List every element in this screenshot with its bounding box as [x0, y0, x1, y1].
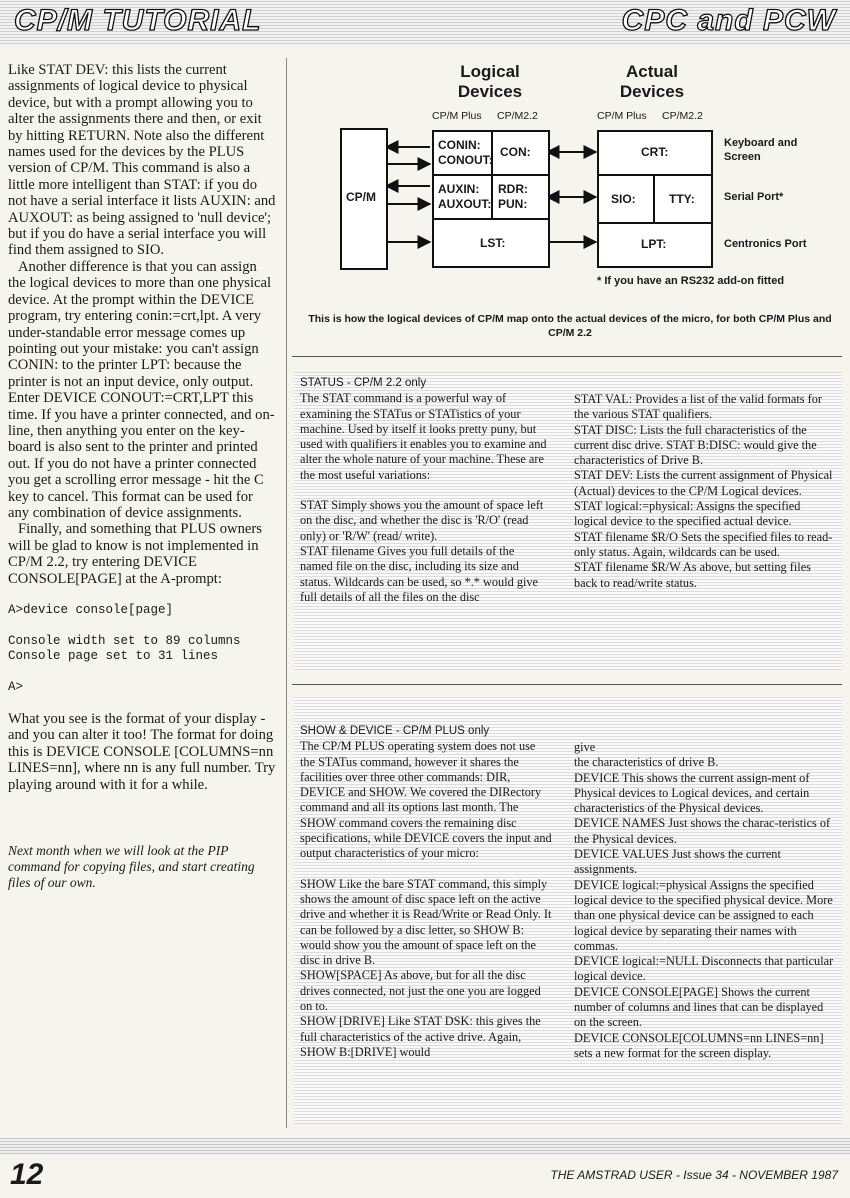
show-device-panel [294, 696, 842, 1124]
status-text: STAT DEV: Lists the current assignment of Physical (Actual) devices to the CP/M Logical devices. [574, 468, 833, 498]
diagram-footnote: * If you have an RS232 add-on fitted [597, 275, 785, 287]
show-text: SHOW Like the bare STAT command, this simply shows the amount of disc space left on the active drive and whether it is Read/Write or Read Only. It can be followed by a disc letter, so SHOW B: would show you the amount of space left on the disc in drive B. [300, 876, 552, 968]
section-title: CP/M TUTORIAL [14, 4, 262, 37]
crt-label: CRT: [641, 145, 669, 159]
show-text: The CP/M PLUS operating system does not use the STATus command, however it shares the facilities over three other commands: DIR, DEVICE and SHOW. We covered the DIRectory command and all its options last month. The SHOW command covers the remaining disc specifications, while DEVICE covers the input and output characteristics of your micro: [300, 739, 552, 861]
sub-22-actual: CP/M2.2 [662, 110, 703, 122]
heading-actual: Actual Devices [619, 62, 685, 101]
tty-label: TTY: [669, 192, 695, 206]
sub-plus-actual: CP/M Plus [597, 110, 647, 122]
status-text: The STAT command is a powerful way of examining the STATus or STATistics of your machine. Used by itself it looks pretty puny, but used with qualifiers it enables you to examine and alter the whole nature of your machine. These are the most useful variations: [300, 391, 547, 482]
crt-box [597, 130, 713, 176]
label-centronics-port: Centronics Port [724, 238, 807, 250]
status-panel [294, 372, 842, 670]
console-box [432, 130, 550, 176]
page-header-band [0, 0, 850, 44]
status-right-column [574, 392, 834, 591]
show-text: SHOW[SPACE] As above, but for all the disc drives connected, not just the one you are logged on to. [300, 968, 541, 1014]
lpt-label: LPT: [641, 237, 667, 251]
cpm-label: CP/M [346, 190, 376, 204]
rdr-label: RDR: [498, 182, 528, 196]
auxout-label: AUXOUT: [438, 197, 492, 211]
closing-note: Next month when we will look at the PIP command for copying files, and start creating files of our own. [8, 843, 255, 891]
body-paragraph: Finally, and something that PLUS owners will be glad to know is not implemented in CP/M 2.2, try entering DEVICE CONSOLE[PAGE] at the A-prompt: [8, 521, 262, 587]
show-text: give [574, 740, 596, 754]
diagram-caption: This is how the logical devices of CP/M map onto the actual devices of the micro, for both CP/M Plus and CP/M 2.2 [308, 313, 832, 339]
sio-label: SIO: [611, 192, 636, 206]
show-text: SHOW [DRIVE] Like STAT DSK: this gives the full characteristics of the active drive. Again, SHOW B:[DRIVE] would [300, 1014, 541, 1059]
code-output: Console width set to 89 columns Console page set to 31 lines [8, 634, 241, 663]
body-paragraph: Like STAT DEV: this lists the current assignments of logical device to physical device, but with a prompt allowing you to alter the assignments there and then, or exit by hitting RETURN. Note also the different names used for the devices by the PLUS version of CP/M. This command is also a little more intelligent than STAT: if you do not have a serial interface it lists AUXIN: and AUXOUT: as being assigned to 'null device'; but if you do have a serial interface you will find them assigned to SIO. [8, 62, 276, 259]
show-panel-title: SHOW & DEVICE - CP/M PLUS only [300, 725, 490, 737]
sub-plus-logical: CP/M Plus [432, 110, 482, 122]
auxin-label: AUXIN: [438, 182, 480, 196]
aux-box [432, 174, 550, 220]
cpm-box [340, 128, 388, 270]
show-text: DEVICE This shows the current assign-ment of Physical devices to Logical devices, and certain characteristics of the Physical devices. [574, 770, 810, 816]
show-right-column [574, 740, 836, 1061]
status-panel-title: STATUS - CP/M 2.2 only [300, 377, 427, 389]
show-text: DEVICE NAMES Just shows the charac-teristics of the Physical devices. [574, 816, 831, 846]
status-text: STAT Simply shows you the amount of space left on the disc, and whether the disc is 'R/O' (read only) or 'R/W' (read/ write). [300, 498, 544, 543]
body-paragraph: What you see is the format of your display - and you can alter it too! The format for doing this is DEVICE CONSOLE [COLUMNS=nn LINES=nn], where nn is any full number. Try playing around with it for a while. [8, 711, 276, 793]
heading-logical: Logical Devices [457, 62, 523, 101]
status-text: STAT logical:=physical: Assigns the specified logical device to the specified actual device. [574, 499, 801, 529]
status-text: STAT filename $R/W As above, but setting files back to read/write status. [574, 560, 811, 590]
label-keyboard-screen: Keyboard and Screen [724, 137, 798, 163]
code-line: A>device console[page] [8, 603, 174, 617]
con-label: CON: [500, 145, 531, 159]
show-text: DEVICE CONSOLE[COLUMNS=nn LINES=nn] sets a new format for the screen display. [574, 1030, 824, 1060]
page-number: 12 [10, 1158, 44, 1191]
section-divider [292, 356, 842, 357]
left-column [8, 62, 276, 891]
label-serial-port: Serial Port* [724, 191, 784, 203]
platform-title: CPC and PCW [621, 4, 836, 37]
code-prompt: A> [8, 680, 24, 694]
status-text: STAT filename $R/O Sets the specified files to read-only status. Again, wildcards can be used. [574, 529, 833, 559]
conin-label: CONIN: [438, 138, 481, 152]
sub-22-logical: CP/M2.2 [497, 110, 538, 122]
show-text: the characteristics of drive B. [574, 755, 719, 770]
page-footer [0, 1138, 850, 1198]
column-divider [286, 58, 287, 1128]
show-text: DEVICE CONSOLE[PAGE] Shows the current number of columns and lines that can be displayed on the screen. [574, 984, 824, 1030]
lpt-box [597, 222, 713, 268]
conout-label: CONOUT: [438, 153, 493, 167]
show-text: DEVICE logical:=physical Assigns the specified logical device to the specified physical device. More than one physical device can be assigned to each logical device by separating their names with commas. [574, 877, 833, 953]
body-paragraph: Another difference is that you can assign the logical devices to more than one physical device. At the prompt within the DEVICE program, try entering conin:=crt,lpt. A very under-standable error message comes up pointing out your mistake: you can't assign CONIN: to the printer LPT: because the printer is not an input device, only output. Enter DEVICE CONOUT:=CRT,LPT this time. If you have a printer connected, and on-line, then anything you enter on the key-board is also sent to the printer and printed out. If you do not have a printer connected you get a scrolling error message - hit the C key to cancel. This format can be used for any combination of device assignments. [8, 258, 275, 521]
section-divider [292, 684, 842, 685]
lst-label: LST: [480, 236, 506, 250]
lst-box [432, 218, 550, 268]
serial-box [597, 174, 713, 224]
pun-label: PUN: [498, 197, 528, 211]
status-text: STAT DISC: Lists the full characteristics of the current disc drive. STAT B:DISC: would give the characteristics of Drive B. [574, 422, 817, 468]
show-text: DEVICE VALUES Just shows the current assignments. [574, 847, 781, 877]
show-left-column [300, 724, 552, 1060]
status-left-column [300, 376, 550, 605]
status-text: STAT VAL: Provides a list of the valid formats for the various STAT qualifiers. [574, 392, 823, 422]
publication-info: THE AMSTRAD USER - Issue 34 - NOVEMBER 1987 [550, 1168, 838, 1182]
footer-band [0, 1138, 850, 1154]
show-text: DEVICE logical:=NULL Disconnects that particular logical device. [574, 954, 834, 984]
device-mapping-diagram [292, 58, 844, 348]
status-text: STAT filename Gives you full details of the named file on the disc, including its size and status. Wildcards can be used, so *.* would give full details of all the files on the disc [300, 543, 538, 604]
